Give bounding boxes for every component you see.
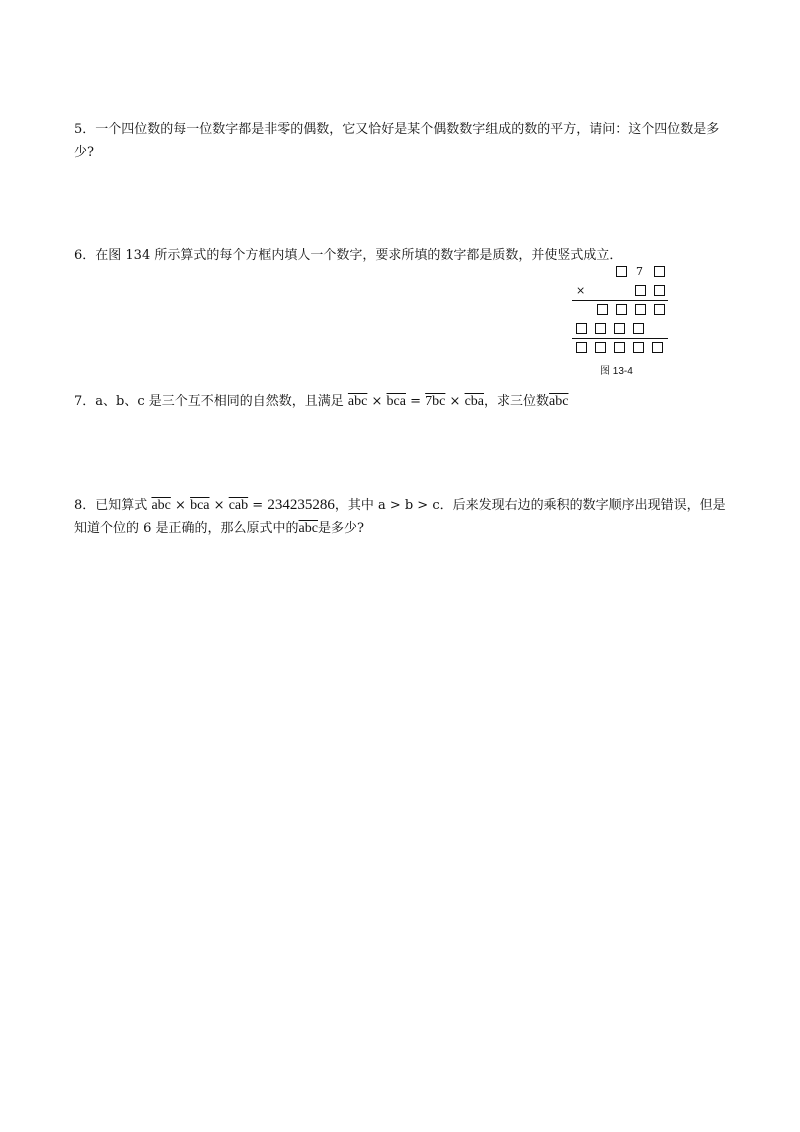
separator-line: [572, 338, 668, 339]
figure-caption: 图 13-4: [600, 366, 633, 377]
math-term: $\overline{abc}$: [151, 498, 171, 513]
question-text: ．在图 134 所示算式的每个方框内填人一个数字，要求所填的数字都是质数，并使竖式成立．: [82, 248, 623, 263]
digit-box: [614, 342, 625, 353]
digit-box: [654, 285, 665, 296]
math-term: $\overline{abc}$: [549, 394, 569, 409]
digit-box: [652, 342, 663, 353]
math-term: $\overline{cab}$: [228, 498, 249, 513]
digit-box: [595, 323, 606, 334]
question-text: ，求三位数: [484, 394, 550, 409]
digit-box: [597, 304, 608, 315]
digit-box: [616, 304, 627, 315]
math-product: 234235286: [267, 497, 335, 513]
question-text: ．一个四位数的每一位数字都是非零的偶数，它又恰好是某个偶数数字组成的数的平方，请问：这个四位数是多少?: [74, 122, 720, 160]
question-text: ．a、b、c 是三个互不相同的自然数，且满足: [82, 394, 344, 409]
question-text: ．已知算式: [82, 498, 148, 513]
math-term: $\overline{bca}$: [190, 498, 210, 513]
math-operator: ×: [213, 498, 225, 513]
math-term: $\overline{abc}$: [298, 521, 318, 536]
math-operator: ×: [449, 394, 461, 409]
given-digit: 7: [636, 265, 643, 278]
digit-box: [616, 266, 627, 277]
digit-box: [635, 285, 646, 296]
question-number: 7: [74, 394, 83, 409]
digit-box: [635, 304, 646, 315]
math-term: $\overline{bca}$: [386, 394, 406, 409]
question-8: [74, 494, 734, 540]
math-operator: =: [410, 394, 422, 409]
math-operator: ×: [371, 394, 383, 409]
question-text: 是多少?: [317, 521, 364, 536]
math-term: $\overline{abc}$: [347, 394, 368, 409]
digit-box: [633, 342, 644, 353]
digit-box: [633, 323, 644, 334]
question-7: [74, 390, 734, 413]
digit-box: [576, 342, 587, 353]
times-sign: ×: [576, 284, 586, 297]
vertical-multiplication-figure: [568, 262, 672, 376]
question-number: 6: [74, 248, 83, 263]
digit-box: [595, 342, 606, 353]
question-text: ，其中 a > b > c．后来发现右边的乘积的数字顺序出现错误，但是知道个位的 6 是正确的，那么原式中的: [74, 498, 726, 536]
question-number: 8: [74, 498, 83, 513]
math-term: $\overline{cba}$: [464, 394, 485, 409]
digit-box: [614, 323, 625, 334]
digit-box: [576, 323, 587, 334]
digit-box: [654, 266, 665, 277]
math-operator: ×: [175, 498, 186, 513]
question-number: 5: [74, 122, 83, 137]
math-term: 7bc: [425, 394, 446, 409]
digit-box: [654, 304, 665, 315]
math-operator: =: [252, 498, 264, 513]
question-5: [74, 118, 734, 164]
separator-line: [572, 300, 668, 301]
